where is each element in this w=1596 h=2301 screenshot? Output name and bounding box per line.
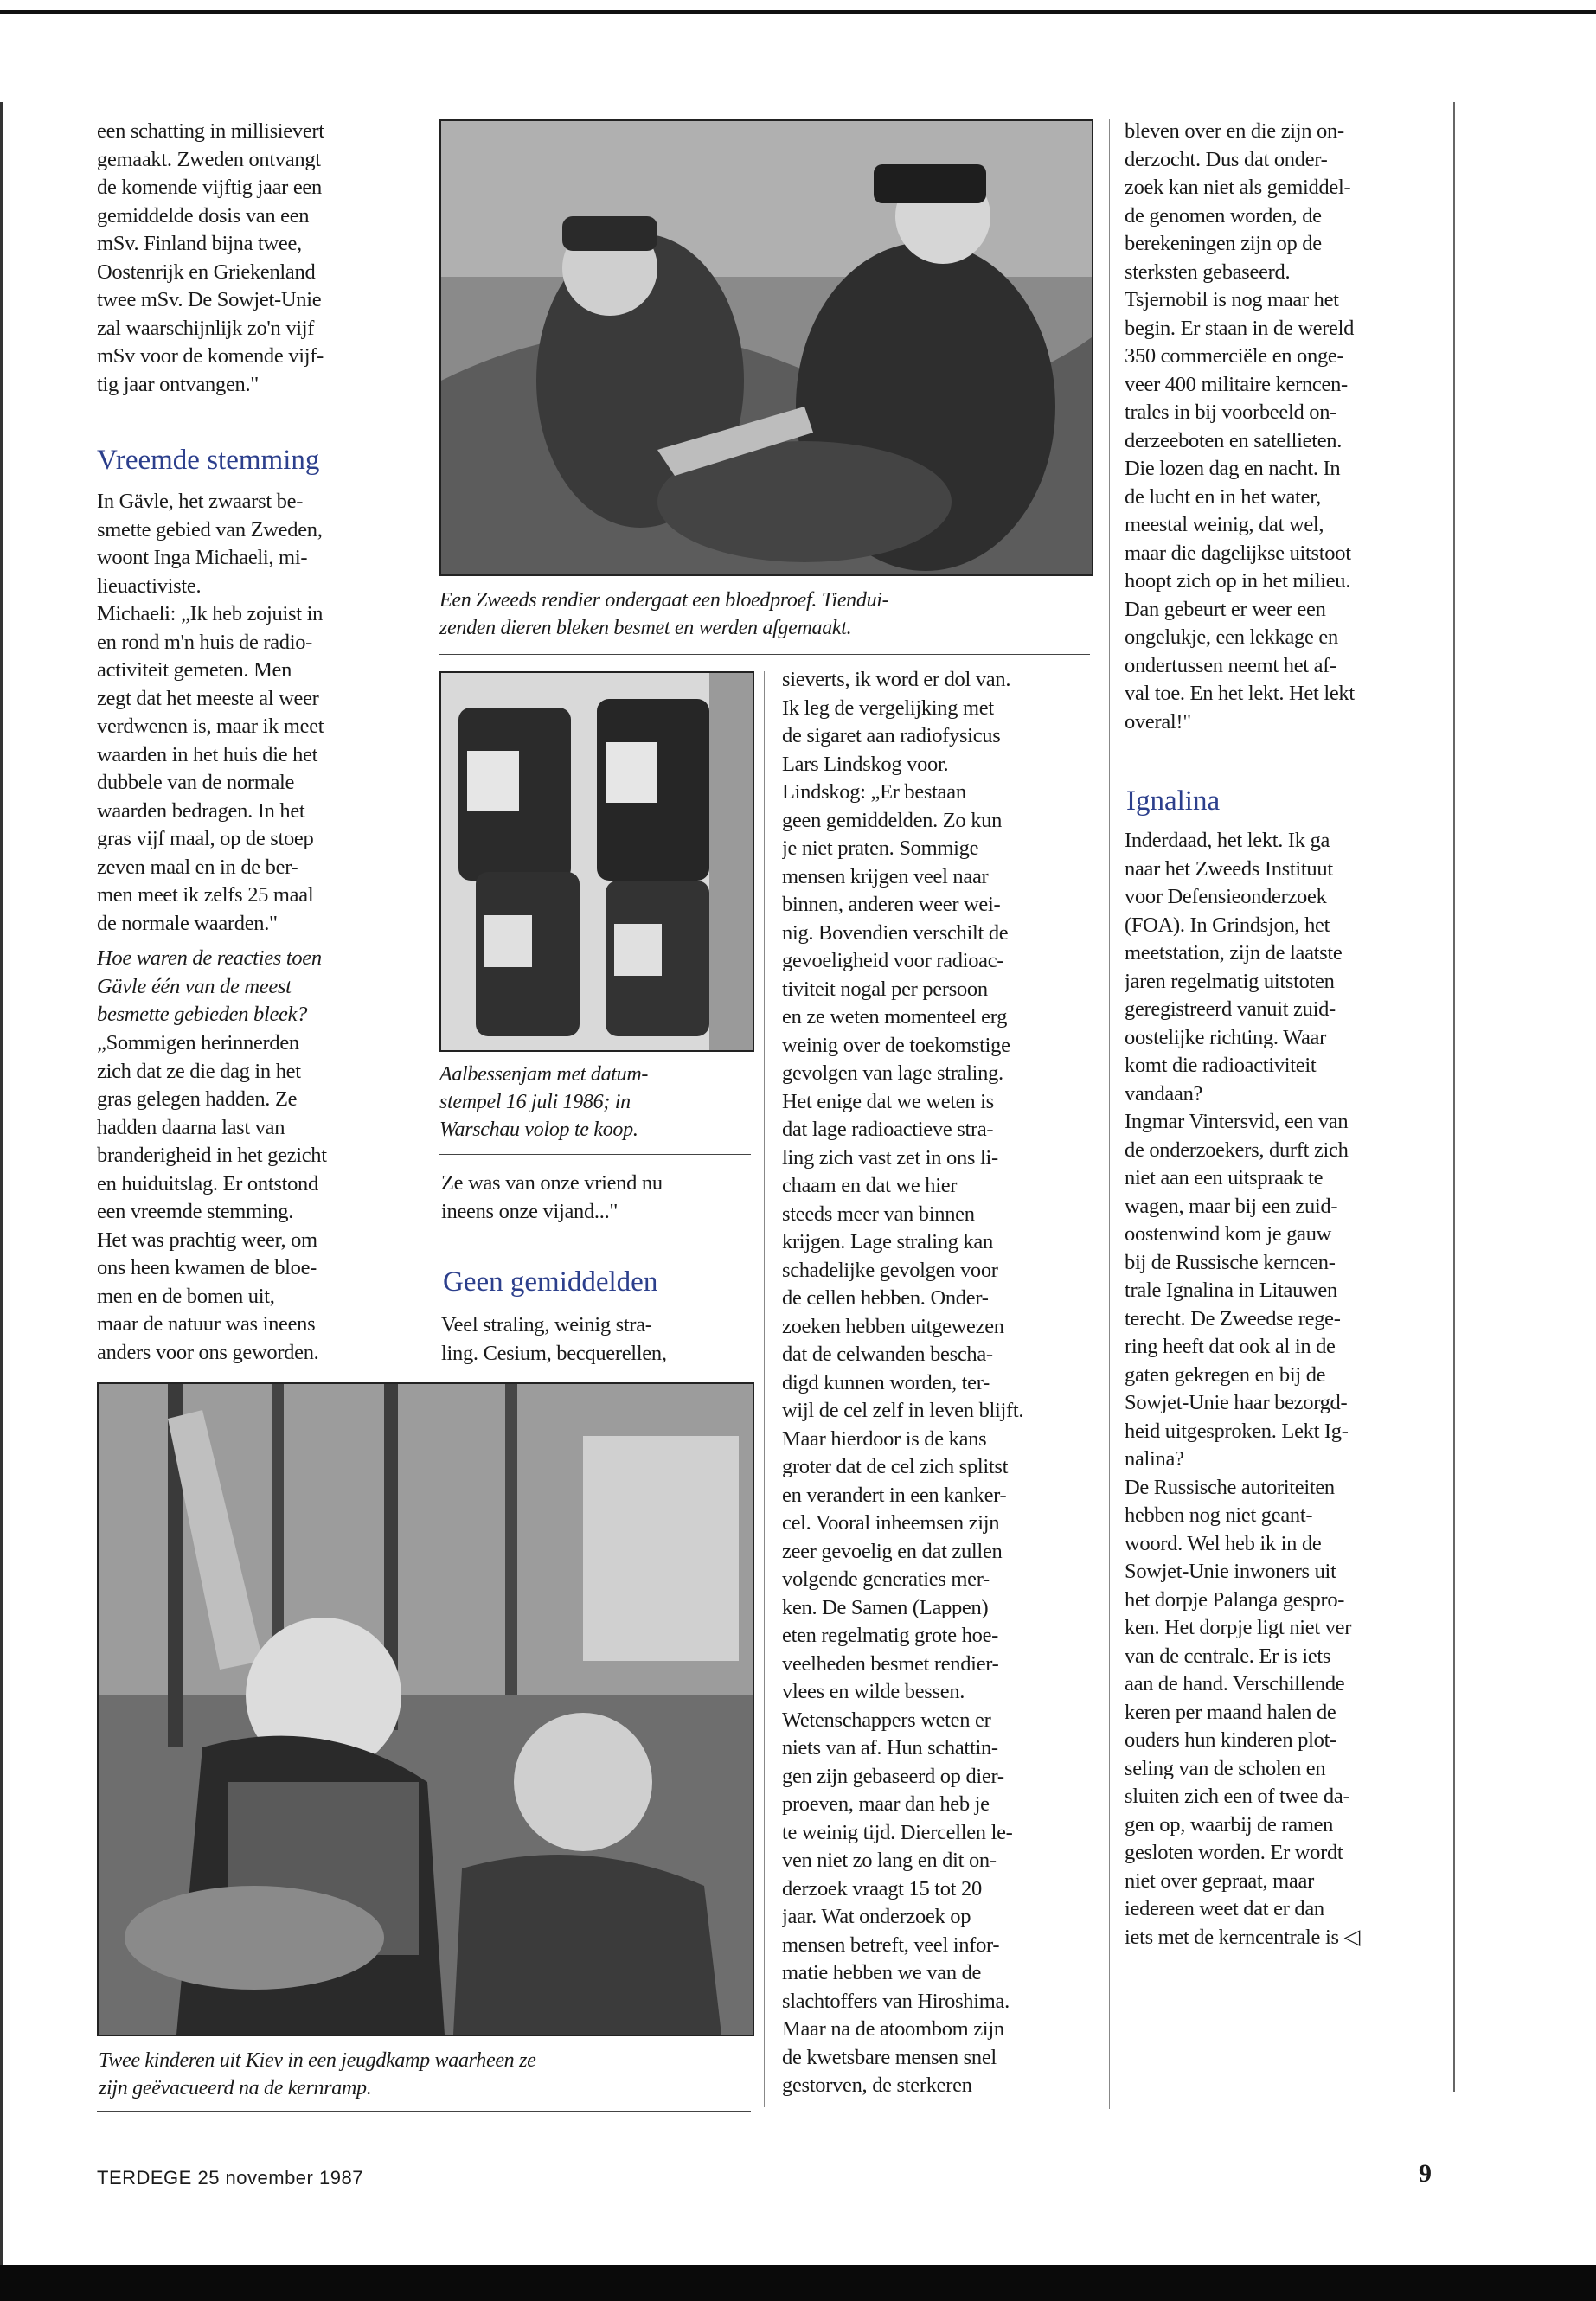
footer-publication: TERDEGE 25 november 1987 [97,2167,363,2189]
column2-body: Veel straling, weinig stra- ling. Cesium, becquerellen, [441,1313,667,1365]
column4-body-top: bleven over en die zijn on- derzocht. Dus dat onder- zoek kan niet als gemiddel- de genomen worden, de berekeningen zijn op de sterksten gebaseerd. Tsjernobil is nog maar het begin. Er staan in de wereld 350 commerciële en onge- veer 400 militaire kerncen- trales in bij voorbeeld on- derzeeboten en satellieten. Die lozen dag en nacht. In de lucht en in het water, meestal weinig, dat wel, maar die dagelijkse uitstoot hoopt zich op in het milieu. Dan gebeurt er weer een ongelukje, een lekkage en ondertussen neemt het af- val toe. En het lekt. Het lekt overal!" [1125,119,1355,734]
photo-kiev-children [97,1382,754,2036]
frame-left-border [0,102,3,2265]
column2-continuation: Ze was van onze vriend nu ineens onze vijand..." [441,1171,663,1223]
heading-geen-gemiddelden: Geen gemiddelden [443,1266,658,1298]
caption-jam: Aalbessenjam met datum- stempel 16 juli 1986; in Warschau volop te koop. [439,1063,649,1141]
jam-photo-graphic [441,673,753,1050]
caption-children: Twee kinderen uit Kiev in een jeugdkamp waarheen ze zijn geëvacueerd na de kernramp. [99,2049,536,2099]
caption-reindeer-rule [439,654,1090,655]
heading-vreemde-stemming: Vreemde stemming [97,445,320,476]
column1-question: Hoe waren de reacties toen Gävle één van de meest besmette gebieden bleek? [97,946,322,1026]
photo-currant-jam [439,671,754,1052]
column-divider-2-3 [764,671,765,2107]
top-rule [0,10,1596,14]
column4-body-bottom-text: Inderdaad, het lekt. Ik ga naar het Zweeds Instituut voor Defensieonderzoek (FOA). In Grindsjon, het meetstation, zijn de laatste jaren regelmatig uitstoten geregistreerd vanuit zuid- oostelijke richting. Waar komt die radioactiviteit vandaan? Ingmar Vintersvid, een van de onderzoekers, durft zich niet aan een uitspraak te wagen, maar bij een zuid- oostenwind kom je gauw bij de Russische kerncen- trale Ignalina in Litauwen terecht. De Zweedse rege- ring heeft dat ook al in de gaten gekregen en bij de Sowjet-Unie haar bezorgd- heid uitgesproken. Lekt Ig- nalina? De Russische autoriteiten hebben nog niet geant- woord. Wel heb ik in de Sowjet-Unie inwoners uit het dorpje Palanga gespro- ken. Het dorpje ligt niet ver van de centrale. Er is iets aan de hand. Verschillende keren per maand halen de ouders hun kinderen plot- seling van de scholen en sluiten zich een of twee da- gen op, waarbij de ramen gesloten worden. Er wordt niet over gepraat, maar iedereen weet dat er dan iets met de kerncentrale is [1125,829,1352,1949]
column-divider-3-4 [1109,119,1110,2109]
photo-reindeer-blood-test [439,119,1093,576]
bottom-rule [0,2265,1596,2301]
column3-body: sieverts, ik word er dol van. Ik leg de vergelijking met de sigaret aan radiofysicus Lars Lindskog voor. Lindskog: „Er bestaan geen gemiddelden. Zo kun je niet praten. Sommige mensen krijgen veel naar binnen, anderen weer wei- nig. Bovendien verschilt de gevoeligheid voor radioac- tiviteit nogal per persoon en ze weten momenteel erg weinig over de toekomstige gevolgen van lage straling. Het enige dat we weten is dat lage radioactieve stra- ling zich vast zet in ons li- chaam en dat we hier steeds meer van binnen krijgen. Lage straling kan schadelijke gevolgen voor de cellen hebben. Onder- zoeken hebben uitgewezen dat de celwanden bescha- digd kunnen worden, ter- wijl de cel zelf in leven blijft. Maar hierdoor is de kans groter dat de cel zich splitst en verandert in een kanker- cel. Vooral inheemsen zijn zeer gevoelig en dat zullen volgende generaties mer- ken. De Samen (Lappen) eten regelmatig grote hoe- veelheden besmet rendier- vlees en wilde bessen. Wetenschappers weten er niets van af. Hun schattin- gen zijn gebaseerd op dier- proeven, maar dan heb je te weinig tijd. Diercellen le- ven niet zo lang en dit on- derzoek vraagt 15 tot 20 jaar. Wat onderzoek op mensen betreft, veel infor- matie hebben we van de slachtoffers van Hiroshima. Maar na de atoombom zijn de kwetsbare mensen snel gestorven, de sterkeren [782,668,1024,2097]
caption-jam-rule [439,1154,751,1155]
caption-reindeer: Een Zweeds rendier ondergaat een bloedproef. Tiendui- zenden dieren bleken besmet en werden afgemaakt. [439,589,889,639]
column1-body-intro: In Gävle, het zwaarst be- smette gebied van Zweden, woont Inga Michaeli, mi- lieuactiviste. Michaeli: „Ik heb zojuist in en rond m'n huis de radio- activiteit gemeten. Men zegt dat het meeste al weer verdwenen is, maar ik meet waarden in het huis die het dubbele van de normale waarden bedragen. In het gras vijf maal, op de stoep zeven maal en in de ber- men meet ik zelfs 25 maal de normale waarden." [97,490,324,935]
frame-right-border [1453,102,1455,2092]
children-photo-graphic [99,1384,753,2035]
footer-page-number: 9 [1419,2159,1432,2188]
caption-children-rule [97,2111,751,2112]
column4-body-bottom [1125,827,1445,1977]
column1-body-answer: „Sommigen herinnerden zich dat ze die dag in het gras gelegen hadden. Ze hadden daarna last van branderigheid in het gezicht en huiduitslag. Er ontstond een vreemde stemming. Het was prachtig weer, om ons heen kwamen de bloe- men en de bomen uit, maar de natuur was ineens anders voor ons geworden. [97,1031,327,1364]
article-end-mark: ◁ [1343,1925,1361,1949]
column1-lead-text: een schatting in millisievert gemaakt. Zweden ontvangt de komende vijftig jaar een gemiddelde dosis van een mSv. Finland bijna twee, Oostenrijk en Griekenland twee mSv. De Sowjet-Unie zal waarschijnlijk zo'n vijf mSv voor de komende vijf- tig jaar ontvangen." [97,119,324,396]
heading-ignalina: Ignalina [1126,785,1221,817]
reindeer-photo-graphic [441,121,1092,574]
